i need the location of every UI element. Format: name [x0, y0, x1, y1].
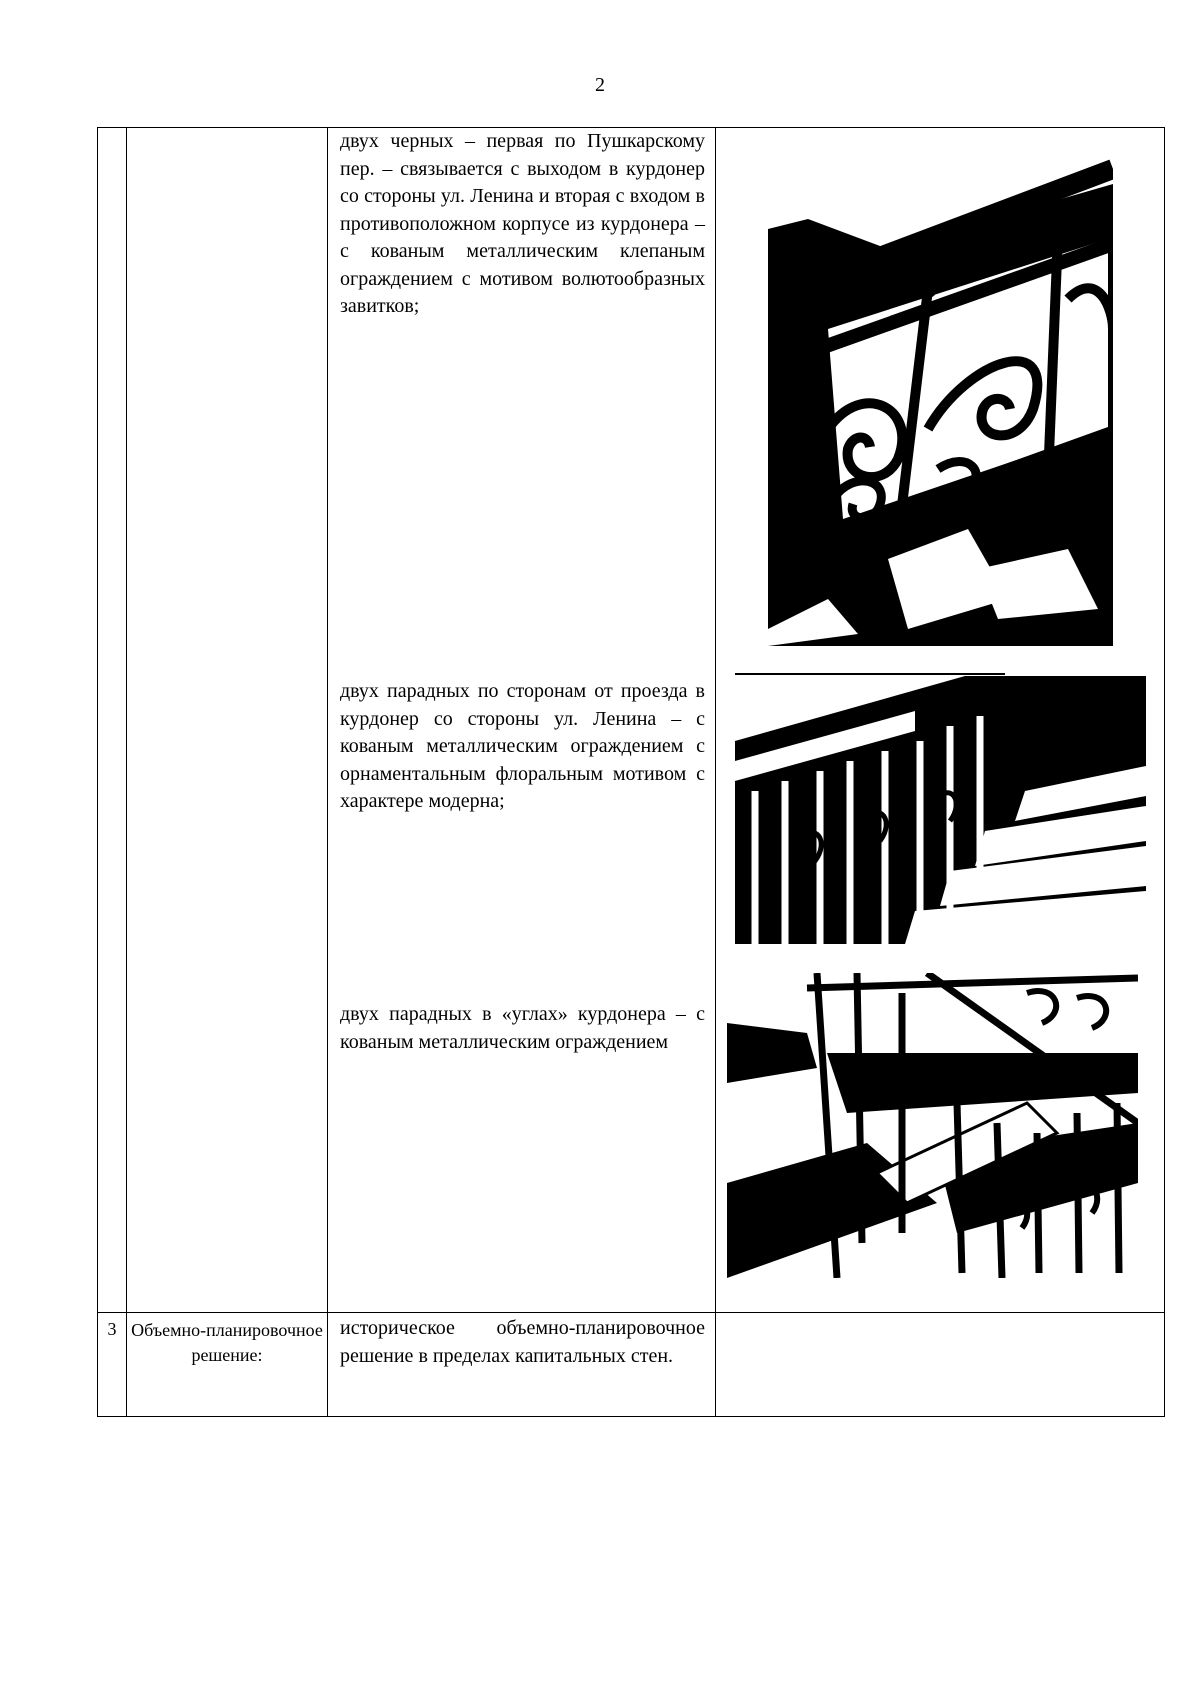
description-cell	[328, 128, 716, 1313]
table-row	[98, 1313, 1165, 1417]
document-table	[97, 127, 1165, 1417]
row-number-cell	[98, 128, 127, 1313]
table-row	[98, 128, 1165, 1313]
description-cell	[328, 1313, 716, 1417]
page-number: 2	[595, 74, 605, 96]
row-number-cell: 3	[98, 1313, 127, 1417]
railing-photo-1	[768, 129, 1113, 646]
category-cell	[127, 128, 328, 1313]
staircase-description-2: двух парадных по сторонам от проезда в курдонер со стороны ул. Ленина – с кованым металлическим ограждением с орнаментальным флоральным мотивом с характере модерна;	[340, 680, 705, 812]
railing-photo-2	[735, 671, 1146, 944]
planning-description: историческое объемно-планировочное решение в пределах капитальных стен.	[340, 1317, 705, 1367]
photo-cell	[716, 128, 1165, 1313]
photo-cell-empty	[716, 1313, 1165, 1417]
staircase-description-1: двух черных – первая по Пушкарскому пер. – связывается с выходом в курдонер со стороны ул. Ленина и вторая с входом в противоположном корпусе из курдонера – с кованым металлическим клепаным ограждением с мотивом волютообразных завитков;	[340, 130, 705, 317]
railing-photo-3	[727, 973, 1138, 1278]
staircase-description-3: двух парадных в «углах» курдонера – с кованым металлическим ограждением	[340, 1003, 705, 1053]
category-cell: Объемно-планировочное решение:	[127, 1313, 328, 1417]
